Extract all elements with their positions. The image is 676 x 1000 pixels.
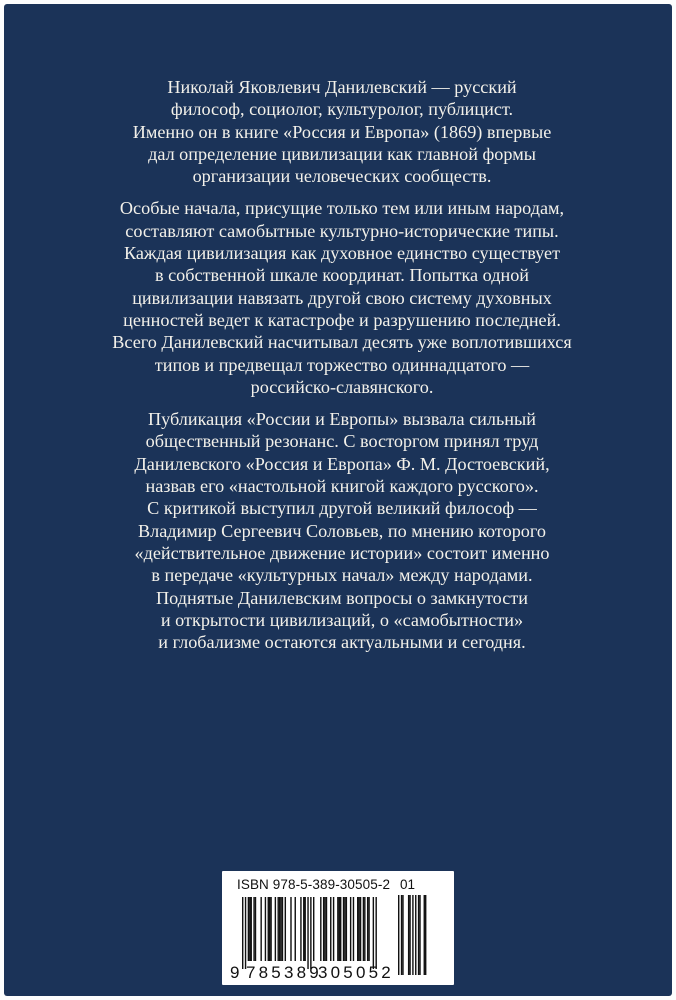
text-line: Публикация «России и Европы» вызвала сильный	[148, 409, 536, 430]
barcode-bar	[253, 897, 254, 961]
barcode-bar	[278, 897, 279, 961]
barcode-bar	[333, 897, 334, 961]
barcode-bar	[249, 897, 250, 961]
text-line: Данилевского «Россия и Европа» Ф. М. Достоевский,	[134, 453, 550, 474]
text-line: и глобализме остаются актуальными и сегодня.	[158, 632, 526, 653]
barcode-bar	[251, 897, 252, 961]
barcode-bar	[367, 897, 368, 961]
text-line: в передаче «культурных начал» между народами.	[151, 565, 533, 586]
barcode-bar	[279, 897, 280, 961]
barcode-bar	[364, 897, 365, 961]
barcode-bar	[295, 897, 296, 961]
text-line: «действительное движение истории» состоит именно	[134, 542, 550, 563]
barcode-guard-bar	[310, 897, 311, 969]
ean-right-digits: 305052	[318, 963, 394, 982]
text-line: в собственной шкале координат. Попытка одной	[154, 265, 530, 286]
text-line: типов и предвещал торжество одиннадцатого —	[154, 354, 530, 375]
addon-bar	[419, 895, 420, 975]
addon-bar	[402, 895, 403, 975]
text-line: составляют самобытные культурно-исторические типы.	[125, 220, 559, 241]
barcode-bar	[260, 897, 261, 961]
barcode-bar	[357, 897, 358, 961]
addon-bar	[408, 895, 409, 975]
barcode-bar	[340, 897, 341, 961]
barcode-bar	[343, 897, 344, 961]
text-line: дал определение цивилизации как главной формы	[148, 143, 536, 164]
text-line: Именно он в книге «Россия и Европа» (1869) впервые	[132, 121, 552, 142]
barcode-bar	[270, 897, 271, 961]
text-line: Владимир Сергеевич Соловьев, по мнению которого	[138, 520, 546, 541]
barcode-bar	[350, 897, 351, 961]
addon-bar	[424, 895, 425, 975]
isbn-label: ISBN 978-5-389-30505-2	[237, 877, 391, 892]
barcode-guard-bar	[373, 897, 374, 969]
text-line: Поднятые Данилевским вопросы о замкнутости	[156, 587, 528, 608]
text-line: общественный резонанс. С восторгом принял труд	[145, 431, 539, 452]
barcode-bar	[344, 897, 345, 961]
isbn-barcode	[222, 871, 454, 985]
text-line: ценностей ведет к катастрофе и разрушению последней.	[123, 309, 561, 330]
barcode-bar	[280, 897, 281, 961]
text-line: назвав его «настольной книгой каждого русского».	[145, 476, 539, 497]
barcode-bar	[360, 897, 361, 961]
barcode-bar	[320, 897, 321, 961]
barcode-bar	[330, 897, 331, 961]
addon-code: 01	[400, 877, 416, 892]
barcode-bar	[285, 897, 286, 961]
addon-bar	[418, 895, 419, 975]
barcode-bar	[353, 897, 354, 961]
barcode-bar	[282, 897, 283, 961]
barcode-bar	[275, 897, 276, 961]
text-line: философ, социолог, культуролог, публицист.	[170, 99, 514, 120]
barcode-bar	[300, 897, 301, 961]
annotation-text	[64, 76, 620, 653]
barcode-bar	[269, 897, 270, 961]
barcode-bar	[313, 897, 314, 961]
barcode-bar	[368, 897, 369, 961]
addon-bar	[409, 895, 410, 975]
barcode-bar	[248, 897, 249, 961]
barcode-guard-bar	[242, 897, 243, 969]
ean-left-digits: 785389	[246, 963, 322, 982]
barcode-bar	[358, 897, 359, 961]
barcode-bar	[304, 897, 305, 961]
ean-first-digit: 9	[230, 963, 240, 982]
barcode-bar	[363, 897, 364, 961]
barcode-guard-bar	[375, 897, 376, 969]
addon-bar	[401, 895, 402, 975]
barcode-bar	[303, 897, 304, 961]
paragraph-2	[64, 197, 620, 398]
barcode-bar	[346, 897, 347, 961]
text-line: Особые начала, присущие только тем или иным народам,	[119, 198, 565, 219]
barcode-bar	[324, 897, 325, 961]
text-line: цивилизации навязать другой свою систему духовных	[132, 287, 552, 308]
addon-bar	[398, 895, 399, 975]
barcode-bar	[268, 897, 269, 961]
text-line: и открытости цивилизаций, о «самобытности»	[160, 609, 524, 630]
barcode-bar	[339, 897, 340, 961]
back-cover	[4, 4, 672, 996]
addon-bar	[412, 895, 413, 975]
addon-bar	[415, 895, 416, 975]
paragraph-3	[64, 408, 620, 653]
barcode-guard-bar	[245, 897, 246, 969]
barcode-bar	[265, 897, 266, 961]
text-line: российско-славянского.	[250, 376, 434, 397]
text-line: организации человеческих сообществ.	[192, 166, 492, 187]
text-line: Всего Данилевский насчитывал десять уже воплотившихся	[112, 332, 572, 353]
barcode-bar	[323, 897, 324, 961]
barcode-guard-bar	[307, 897, 308, 969]
addon-bar	[425, 895, 426, 975]
barcode-bar	[290, 897, 291, 961]
text-line: С критикой выступил другой великий философ —	[147, 498, 537, 519]
barcode-bar	[326, 897, 327, 961]
text-line: Николай Яковлевич Данилевский — русский	[167, 77, 517, 97]
barcode-bar	[337, 897, 338, 961]
text-line: Каждая цивилизация как духовное единство существует	[123, 243, 561, 264]
paragraph-1	[64, 76, 620, 187]
barcode-bar	[255, 897, 256, 961]
